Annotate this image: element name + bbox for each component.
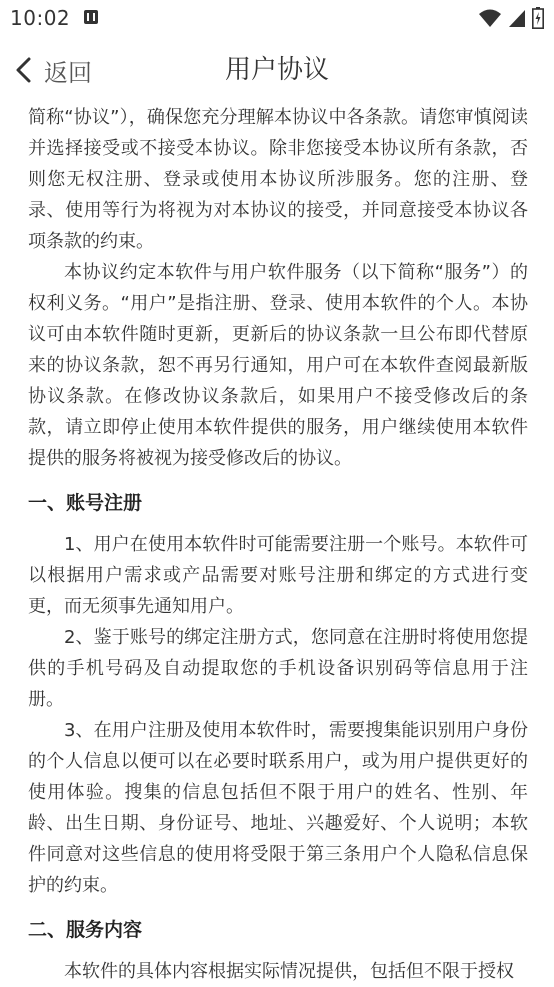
section-heading: 一、账号注册: [28, 492, 143, 514]
battery-icon: [532, 7, 544, 29]
status-bar: [0, 0, 554, 38]
section-item: 2、鉴于账号的绑定注册方式，您同意在注册时将使用您提供的手机号码及自动提取您的手机设备识别码等信息用于注册。: [28, 627, 528, 710]
section-item: 1、用户在使用本软件时可能需要注册一个账号。本软件可以根据用户需求或产品需要对账号注册和绑定的方式进行变更，而无须事先通知用户。: [28, 534, 528, 617]
agreement-paragraph: 本协议约定本软件与用户软件服务（以下简称“服务”）的权利义务。“用户”是指注册、登录、使用本软件的个人。本协议可由本软件随时更新，更新后的协议条款一旦公布即代替原来的协议条款，恕不再另行通知，用户可在本软件查阅最新版协议条款。在修改协议条款后，如果用户不接受修改后的条款，请立即停止使用本软件提供的服务，用户继续使用本软件提供的服务将被视为接受修改后的协议。: [28, 262, 528, 469]
section-item: 本软件的具体内容根据实际情况提供，包括但不限于授权: [64, 961, 514, 982]
status-icons: [478, 7, 544, 29]
agreement-content: [28, 102, 528, 987]
section-heading: 二、服务内容: [28, 919, 143, 941]
agreement-paragraph: 简称“协议”），确保您充分理解本协议中各条款。请您审慎阅读并选择接受或不接受本协议。除非您接受本协议所有条款，否则您无权注册、登录或使用本协议所涉服务。您的注册、登录、使用等行为将视为对本协议的接受，并同意接受本协议各项条款的约束。: [28, 107, 528, 252]
section-item: 3、在用户注册及使用本软件时，需要搜集能识别用户身份的个人信息以便可以在必要时联系用户，或为用户提供更好的使用体验。搜集的信息包括但不限于用户的姓名、性别、年龄、出生日期、身份证号、地址、兴趣爱好、个人说明；本软件同意对这些信息的使用将受限于第三条用户个人隐私信息保护的约束。: [28, 720, 528, 896]
page-title: 用户协议: [224, 55, 329, 85]
status-time: 10:02: [10, 6, 71, 30]
notification-icon: [84, 10, 98, 24]
back-label: 返回: [44, 58, 92, 87]
app-bar: [0, 40, 554, 100]
signal-icon: [508, 8, 526, 28]
wifi-icon: [478, 8, 502, 28]
